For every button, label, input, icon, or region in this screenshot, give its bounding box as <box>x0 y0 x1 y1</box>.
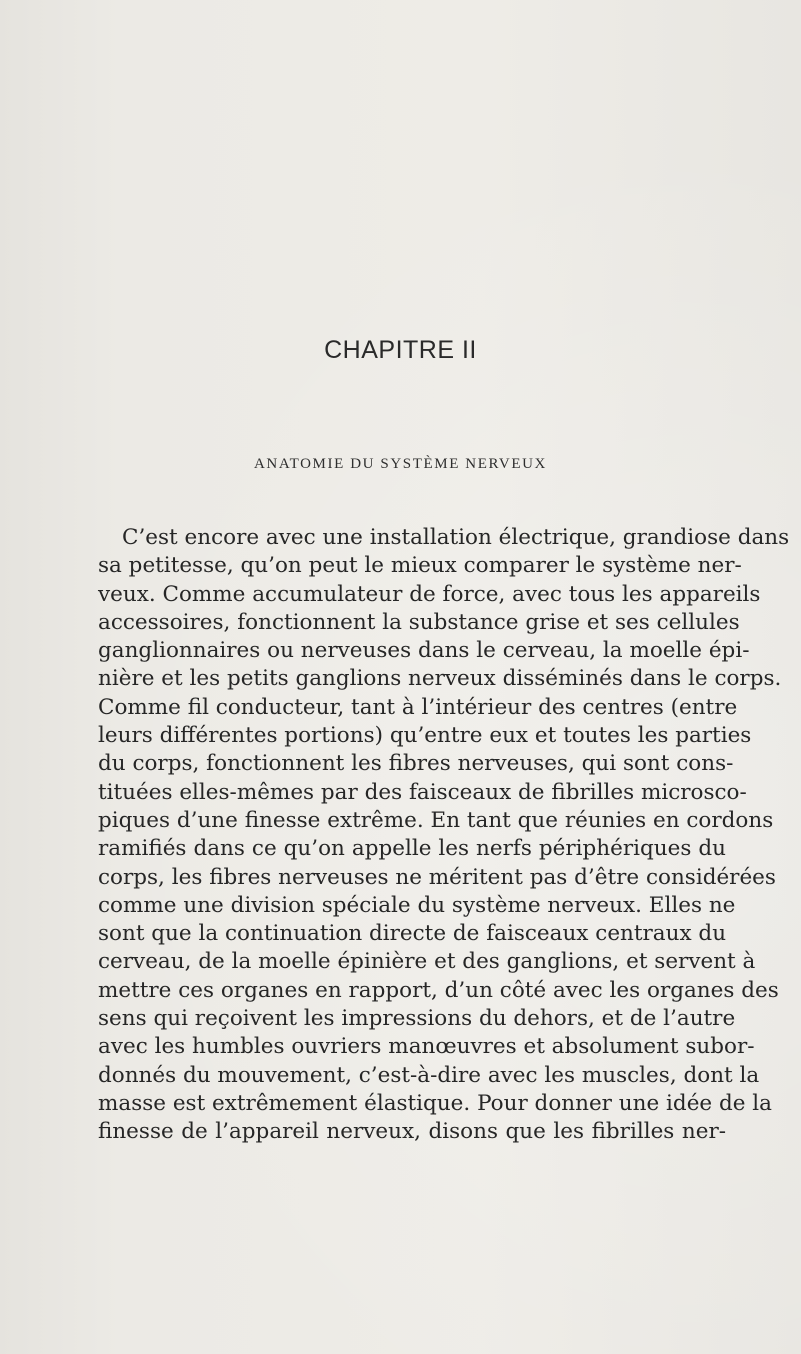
text-line: C’est encore avec une installation électrique, grandiose dans <box>122 525 790 550</box>
text-line: corps, les fibres nerveuses ne méritent pas d’être considérées <box>98 864 776 890</box>
text-line: finesse de l’appareil nerveux, disons que les fibrilles ner- <box>98 1119 726 1145</box>
text-line: ganglionnaires ou nerveuses dans le cerveau, la moelle épi- <box>98 638 750 664</box>
text-line: nière et les petits ganglions nerveux disséminés dans le corps. <box>98 666 782 692</box>
text-line: leurs différentes portions) qu’entre eux et toutes les parties <box>98 723 752 749</box>
text-line: Comme fil conducteur, tant à l’intérieur des centres (entre <box>98 694 738 720</box>
section-title: ANATOMIE DU SYSTÈME NERVEUX <box>254 456 547 472</box>
text-line: masse est extrêmement élastique. Pour donner une idée de la <box>98 1090 772 1116</box>
chapter-heading: CHAPITRE II <box>324 336 477 364</box>
body-paragraph <box>98 524 790 1147</box>
text-line: veux. Comme accumulateur de force, avec tous les appareils <box>98 581 761 607</box>
text-line: mettre ces organes en rapport, d’un côté avec les organes des <box>98 977 779 1003</box>
text-line: avec les humbles ouvriers manœuvres et absolument subor- <box>98 1034 755 1060</box>
text-line: cerveau, de la moelle épinière et des ganglions, et servent à <box>98 949 756 975</box>
text-line: ramifiés dans ce qu’on appelle les nerfs périphériques du <box>98 836 726 862</box>
text-line: sont que la continuation directe de faisceaux centraux du <box>98 921 727 947</box>
text-line: sa petitesse, qu’on peut le mieux comparer le système ner- <box>98 553 742 579</box>
text-line: sens qui reçoivent les impressions du dehors, et de l’autre <box>98 1006 736 1032</box>
text-line: accessoires, fonctionnent la substance grise et ses cellules <box>98 609 740 635</box>
text-line: du corps, fonctionnent les fibres nerveuses, qui sont cons- <box>98 751 734 777</box>
text-line: comme une division spéciale du système nerveux. Elles ne <box>98 892 736 918</box>
text-line: piques d’une finesse extrême. En tant que réunies en cordons <box>98 807 774 833</box>
text-line: donnés du mouvement, c’est-à-dire avec les muscles, dont la <box>98 1062 760 1088</box>
text-line: tituées elles-mêmes par des faisceaux de fibrilles microsco- <box>98 779 747 805</box>
